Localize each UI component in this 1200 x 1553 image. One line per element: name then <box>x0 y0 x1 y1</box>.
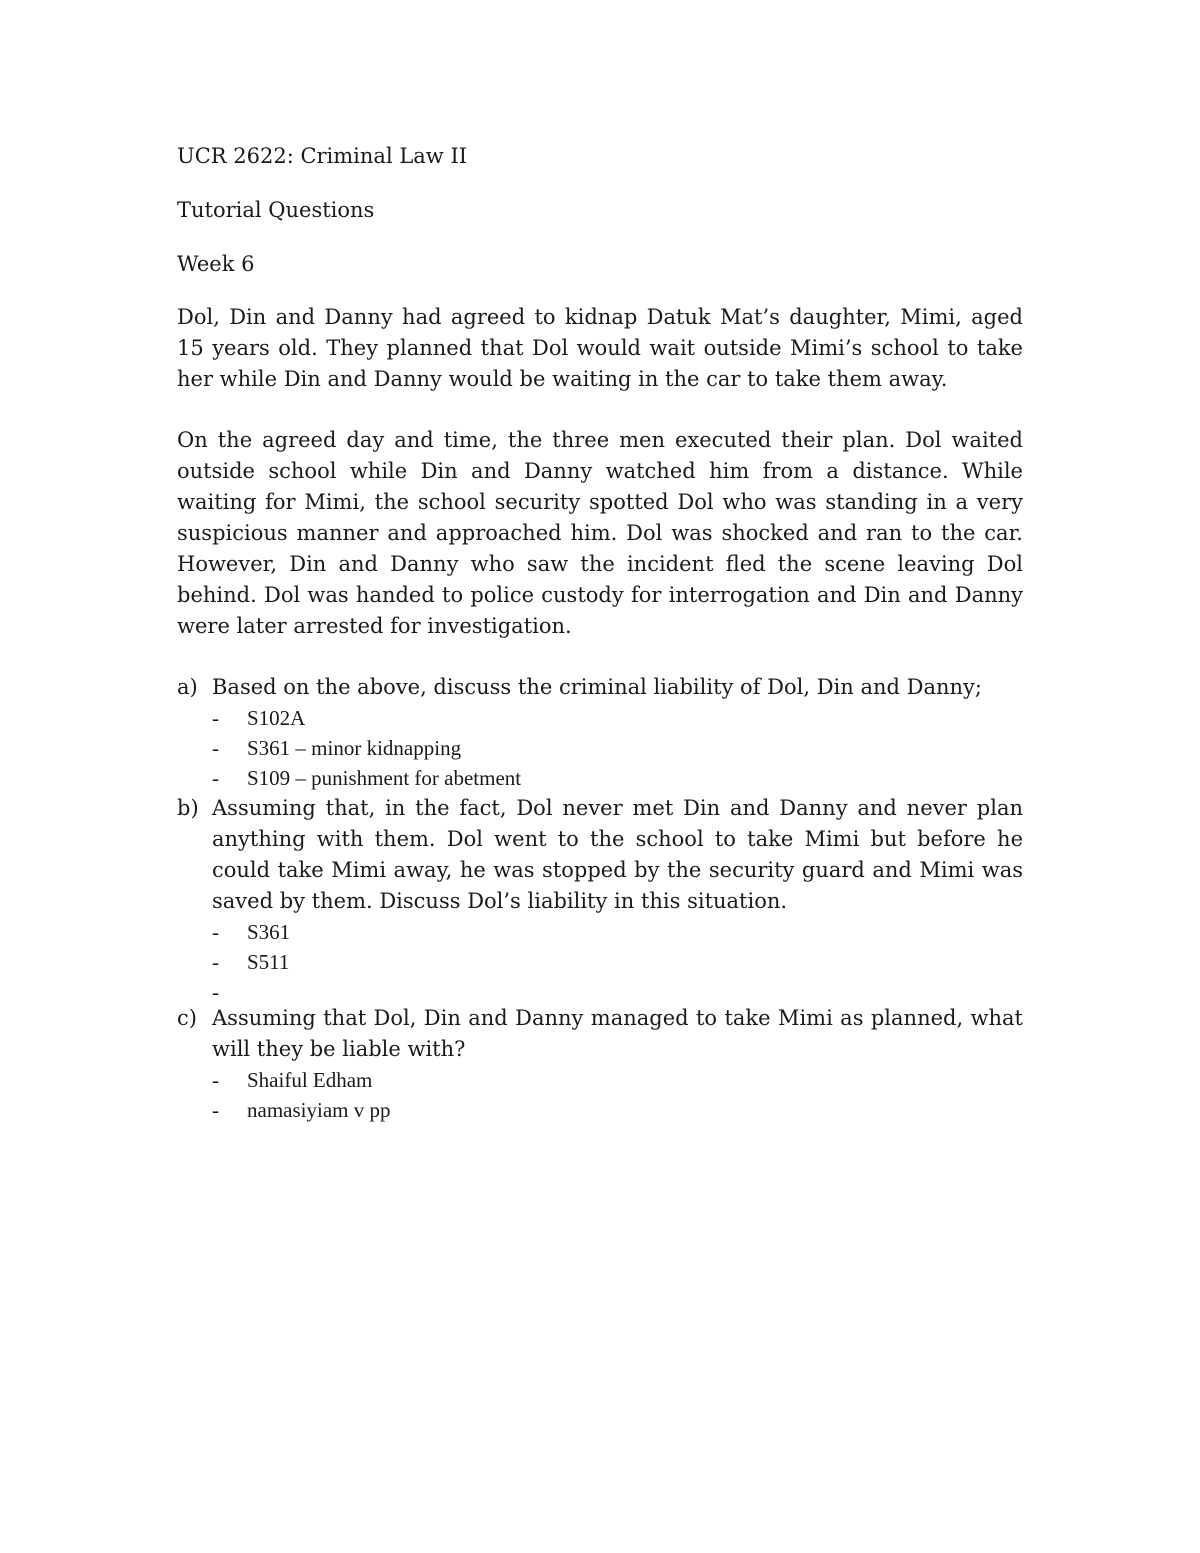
dash-bullet: - <box>212 920 219 944</box>
note-item <box>212 947 1023 977</box>
question-text: Assuming that Dol, Din and Danny managed to take Mimi as planned, what will they be liable with? <box>212 1006 1023 1061</box>
document-page <box>177 140 1023 1125</box>
question-list <box>177 672 1023 1125</box>
dash-bullet: - <box>212 1068 219 1092</box>
note-item <box>212 1065 1023 1095</box>
question-a <box>177 672 1023 793</box>
note-text: S361 – minor kidnapping <box>247 736 462 760</box>
note-item <box>212 977 1023 1003</box>
course-title: UCR 2622: Criminal Law II <box>177 144 468 168</box>
dash-bullet: - <box>212 706 219 730</box>
note-item <box>212 703 1023 733</box>
question-b <box>177 793 1023 1003</box>
note-item <box>212 733 1023 763</box>
question-text: Assuming that, in the fact, Dol never met Din and Danny and never plan anything with them. Dol went to the school to take Mimi but before he could take Mimi away, he was stopped by the security guard and Mimi was saved by them. Discuss Dol’s liability in this situation. <box>212 796 1023 913</box>
week-label: Week 6 <box>177 252 255 276</box>
scenario-paragraph-2: On the agreed day and time, the three men executed their plan. Dol waited outside school while Din and Danny watched him from a distance. While waiting for Mimi, the school security spotted Dol who was standing in a very suspicious manner and approached him. Dol was shocked and ran to the car. However, Din and Danny who saw the incident fled the scene leaving Dol behind. Dol was handed to police custody for interrogation and Din and Danny were later arrested for investigation. <box>177 428 1023 638</box>
document-type: Tutorial Questions <box>177 198 375 222</box>
note-text: S109 – punishment for abetment <box>247 766 522 790</box>
dash-bullet: - <box>212 1098 219 1122</box>
question-marker: a) <box>177 675 198 699</box>
dash-bullet: - <box>212 736 219 760</box>
note-item <box>212 1095 1023 1125</box>
question-c <box>177 1003 1023 1125</box>
dash-bullet: - <box>212 766 219 790</box>
note-item <box>212 763 1023 793</box>
note-list <box>212 917 1023 1003</box>
question-marker: c) <box>177 1006 197 1030</box>
scenario-paragraph-1: Dol, Din and Danny had agreed to kidnap Datuk Mat’s daughter, Mimi, aged 15 years old. They planned that Dol would wait outside Mimi’s school to take her while Din and Danny would be waiting in the car to take them away. <box>177 305 1023 391</box>
dash-bullet: - <box>212 980 219 1004</box>
question-text: Based on the above, discuss the criminal liability of Dol, Din and Danny; <box>212 675 982 699</box>
question-marker: b) <box>177 796 199 820</box>
note-list <box>212 1065 1023 1125</box>
note-text: Shaiful Edham <box>247 1068 373 1092</box>
note-text: namasiyiam v pp <box>247 1098 391 1122</box>
note-item <box>212 917 1023 947</box>
note-text: S102A <box>247 706 306 730</box>
note-text: S361 <box>247 920 291 944</box>
note-text: S511 <box>247 950 290 974</box>
dash-bullet: - <box>212 950 219 974</box>
note-list <box>212 703 1023 793</box>
